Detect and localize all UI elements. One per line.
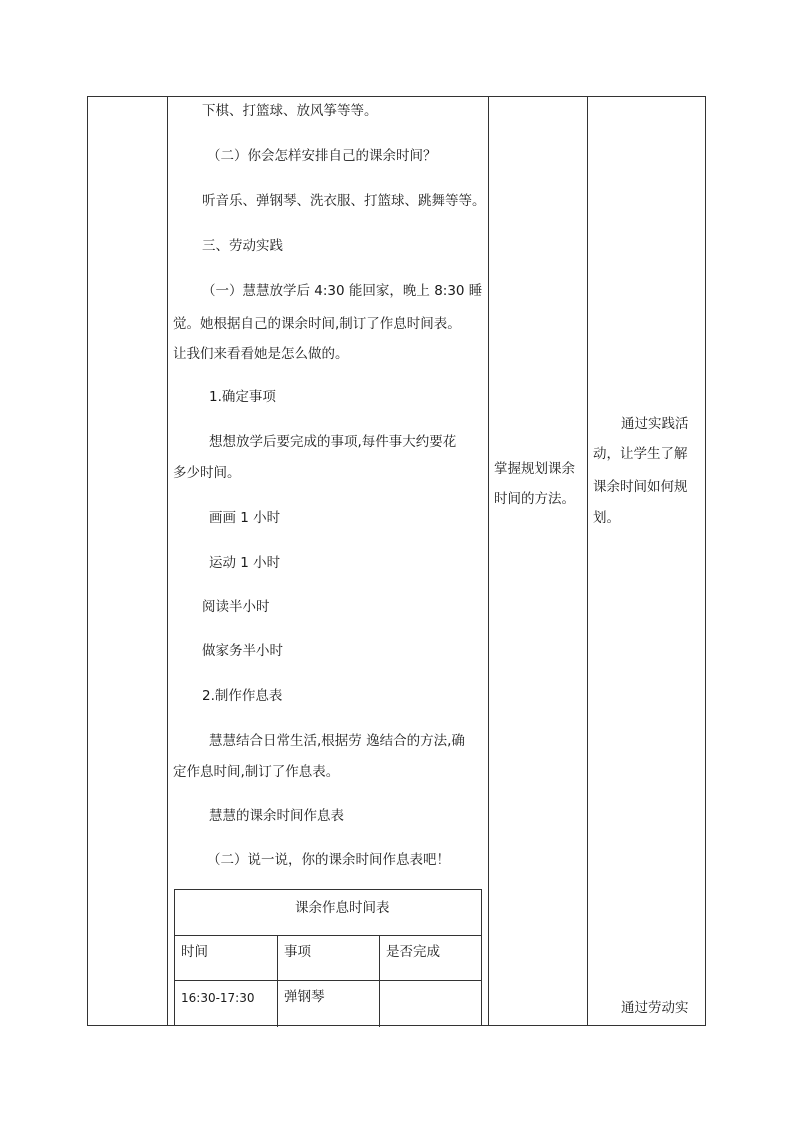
section-heading: 三、劳动实践 [202,238,283,254]
intent-bottom-line: 通过劳动实 [621,1000,689,1016]
header-time: 时间 [181,944,208,960]
content-line: 听音乐、弹钢琴、洗衣服、打篮球、跳舞等等。 [202,193,486,209]
content-line: 下棋、打篮球、放风筝等等。 [202,103,378,119]
lesson-table [87,96,706,1026]
intent-line: 动，让学生了解 [593,446,688,462]
task-item: 阅读半小时 [202,599,270,615]
task-item: 运动 1 小时 [209,555,281,571]
column-divider-3 [587,96,588,1026]
intent-line: 课余时间如何规 [593,479,688,495]
task-item: 画画 1 小时 [209,510,281,526]
content-line: （一）慧慧放学后 4:30 能回家，晚上 8:30 睡 [202,283,483,299]
content-line: 定作息时间,制订了作息表。 [173,764,340,780]
content-line: 让我们来看看她是怎么做的。 [173,346,349,362]
content-line: 慧慧的课余时间作息表 [209,808,344,824]
step-heading: 2.制作作息表 [202,688,283,704]
content-line: （二）你会怎样安排自己的课余时间？ [207,148,437,164]
intent-line: 划。 [593,510,620,526]
header-item: 事项 [284,944,311,960]
task-item: 做家务半小时 [202,643,283,659]
intent-line: 通过实践活 [621,416,689,432]
content-line: （二）说一说，你的课余时间作息表吧！ [207,852,450,868]
schedule-table [174,889,482,1026]
row-item: 弹钢琴 [284,989,325,1005]
column-divider-2 [488,96,489,1026]
column-divider-1 [167,96,168,1026]
row-time: 16:30-17:30 [181,991,255,1005]
content-line: 多少时间。 [173,465,241,481]
content-line: 想想放学后要完成的事项,每件事大约要花 [209,434,457,450]
goal-line: 掌握规划课余 [494,461,575,477]
content-line: 觉。她根据自己的课余时间,制订了作息时间表。 [173,316,461,332]
content-line: 慧慧结合日常生活,根据劳 逸结合的方法,确 [209,733,465,749]
step-heading: 1.确定事项 [209,389,276,405]
header-done: 是否完成 [386,944,440,960]
goal-line: 时间的方法。 [494,491,575,507]
schedule-title: 课余作息时间表 [295,900,390,916]
